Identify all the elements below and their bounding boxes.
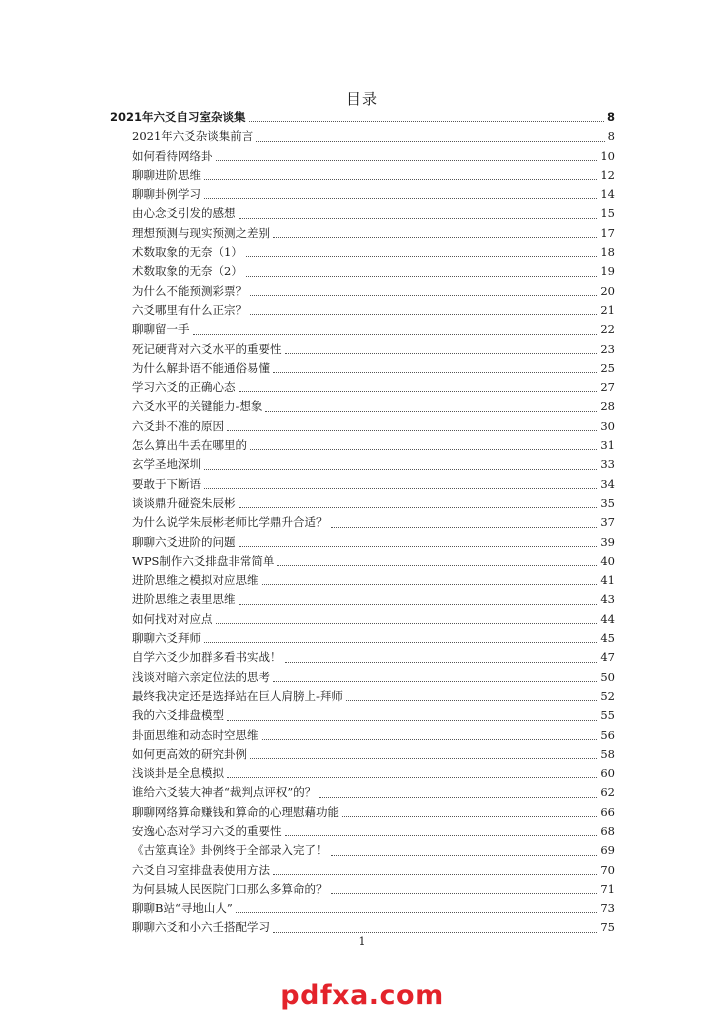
toc-dot-leader bbox=[256, 141, 604, 142]
toc-dot-leader bbox=[216, 623, 598, 624]
toc-entry[interactable] bbox=[110, 533, 615, 552]
table-of-contents bbox=[110, 108, 615, 938]
toc-entry[interactable] bbox=[110, 861, 615, 880]
toc-entry-page: 60 bbox=[600, 766, 615, 781]
toc-entry[interactable] bbox=[110, 783, 615, 802]
toc-entry-page: 70 bbox=[600, 862, 615, 877]
toc-entry-page: 22 bbox=[600, 322, 615, 337]
toc-entry[interactable] bbox=[110, 301, 615, 320]
toc-entry-title: 聊聊B站“寻地山人” bbox=[132, 901, 233, 916]
toc-entry[interactable] bbox=[110, 320, 615, 339]
toc-dot-leader bbox=[193, 334, 598, 335]
toc-entry-page: 23 bbox=[600, 341, 615, 356]
toc-entry-title: 聊聊六爻拜师 bbox=[132, 631, 201, 646]
toc-entry[interactable] bbox=[110, 359, 615, 378]
toc-dot-leader bbox=[239, 507, 598, 508]
toc-entry[interactable] bbox=[110, 764, 615, 783]
toc-entry[interactable] bbox=[110, 417, 615, 436]
toc-dot-leader bbox=[204, 488, 597, 489]
toc-entry-title: 2021年六爻杂谈集前言 bbox=[132, 129, 254, 144]
toc-dot-leader bbox=[227, 430, 597, 431]
toc-dot-leader bbox=[250, 449, 597, 450]
toc-dot-leader bbox=[250, 758, 597, 759]
toc-entry-page: 17 bbox=[600, 225, 615, 240]
toc-entry[interactable] bbox=[110, 262, 615, 281]
toc-entry-page: 37 bbox=[600, 515, 615, 530]
toc-dot-leader bbox=[246, 276, 598, 277]
toc-entry-page: 35 bbox=[600, 495, 615, 510]
toc-dot-leader bbox=[331, 855, 598, 856]
toc-entry-page: 20 bbox=[600, 283, 615, 298]
toc-entry[interactable] bbox=[110, 282, 615, 301]
toc-entry-title: 进阶思维之模拟对应思维 bbox=[132, 573, 259, 588]
toc-entry-page: 25 bbox=[600, 360, 615, 375]
toc-dot-leader bbox=[262, 739, 598, 740]
toc-entry[interactable] bbox=[110, 687, 615, 706]
toc-entry-page: 27 bbox=[600, 380, 615, 395]
toc-entry[interactable] bbox=[110, 224, 615, 243]
toc-entry[interactable] bbox=[110, 899, 615, 918]
toc-entry[interactable] bbox=[110, 822, 615, 841]
toc-entry-title: 聊聊六爻和小六壬搭配学习 bbox=[132, 920, 270, 935]
toc-entry-title: 卦面思维和动态时空思维 bbox=[132, 727, 259, 742]
toc-entry-title: WPS制作六爻排盘非常简单 bbox=[132, 553, 275, 568]
toc-entry-title: 聊聊进阶思维 bbox=[132, 167, 201, 182]
toc-entry-title: 进阶思维之表里思维 bbox=[132, 592, 236, 607]
page-number: 1 bbox=[358, 935, 366, 948]
toc-entry-page: 43 bbox=[600, 592, 615, 607]
toc-entry-page: 56 bbox=[600, 727, 615, 742]
toc-entry[interactable] bbox=[110, 590, 615, 609]
toc-entry-page: 58 bbox=[600, 746, 615, 761]
toc-entry-page: 33 bbox=[600, 457, 615, 472]
toc-entry[interactable] bbox=[110, 726, 615, 745]
toc-entry-page: 8 bbox=[606, 110, 615, 124]
toc-entry-title: 死记硬背对六爻水平的重要性 bbox=[132, 341, 282, 356]
toc-entry[interactable] bbox=[110, 475, 615, 494]
toc-entry[interactable] bbox=[110, 378, 615, 397]
toc-entry-title: 聊聊留一手 bbox=[132, 322, 190, 337]
toc-entry-title: 为何县城人民医院门口那么多算命的？ bbox=[132, 881, 328, 896]
toc-entry-title: 《古筮真诠》卦例终于全部录入完了！ bbox=[132, 843, 328, 858]
toc-entry-title: 谁给六爻装大神者“裁判点评权”的？ bbox=[132, 785, 317, 800]
toc-entry[interactable] bbox=[110, 204, 615, 223]
toc-dot-leader bbox=[239, 546, 598, 547]
toc-entry[interactable] bbox=[110, 706, 615, 725]
toc-dot-leader bbox=[204, 198, 597, 199]
toc-dot-leader bbox=[204, 469, 597, 470]
toc-entry[interactable] bbox=[110, 147, 615, 166]
toc-entry-page: 71 bbox=[600, 881, 615, 896]
toc-dot-leader bbox=[285, 835, 598, 836]
toc-dot-leader bbox=[216, 160, 598, 161]
toc-entry-page: 55 bbox=[600, 708, 615, 723]
toc-dot-leader bbox=[204, 179, 597, 180]
toc-entry[interactable] bbox=[110, 803, 615, 822]
toc-entry-title: 为什么不能预测彩票？ bbox=[132, 283, 247, 298]
toc-entry-title: 安逸心态对学习六爻的重要性 bbox=[132, 823, 282, 838]
toc-dot-leader bbox=[265, 411, 597, 412]
toc-entry-title: 术数取象的无奈（1） bbox=[132, 245, 243, 260]
toc-dot-leader bbox=[331, 893, 598, 894]
toc-entry-page: 18 bbox=[600, 245, 615, 260]
toc-entry-title: 六爻哪里有什么正宗？ bbox=[132, 302, 247, 317]
toc-entry-title: 六爻自习室排盘表使用方法 bbox=[132, 862, 270, 877]
toc-entry-title: 由心念爻引发的感想 bbox=[132, 206, 236, 221]
toc-entry-title: 术数取象的无奈（2） bbox=[132, 264, 243, 279]
toc-entry[interactable] bbox=[110, 571, 615, 590]
toc-entry[interactable] bbox=[110, 668, 615, 687]
toc-entry-page: 52 bbox=[600, 688, 615, 703]
toc-dot-leader bbox=[319, 797, 597, 798]
toc-dot-leader bbox=[342, 816, 597, 817]
toc-entry-title: 要敢于下断语 bbox=[132, 476, 201, 491]
toc-dot-leader bbox=[204, 642, 597, 643]
toc-entry-title: 玄学圣地深圳 bbox=[132, 457, 201, 472]
toc-dot-leader bbox=[227, 720, 597, 721]
toc-entry-page: 12 bbox=[600, 167, 615, 182]
toc-entry[interactable] bbox=[110, 552, 615, 571]
toc-entry-title: 自学六爻少加群多看书实战！ bbox=[132, 650, 282, 665]
toc-entry-title: 2021年六爻自习室杂谈集 bbox=[110, 110, 246, 124]
toc-dot-leader bbox=[236, 912, 598, 913]
toc-entry-page: 41 bbox=[600, 573, 615, 588]
toc-dot-leader bbox=[250, 295, 597, 296]
toc-entry[interactable] bbox=[110, 880, 615, 899]
toc-entry-title: 聊聊六爻进阶的问题 bbox=[132, 534, 236, 549]
toc-entry-page: 30 bbox=[600, 418, 615, 433]
toc-entry-page: 31 bbox=[600, 438, 615, 453]
toc-entry-page: 62 bbox=[600, 785, 615, 800]
toc-entry-page: 34 bbox=[600, 476, 615, 491]
toc-entry[interactable] bbox=[110, 494, 615, 513]
toc-entry-page: 44 bbox=[600, 611, 615, 626]
toc-entry-title: 为什么说学朱辰彬老师比学鼎升合适？ bbox=[132, 515, 328, 530]
toc-entry-title: 为什么解卦语不能通俗易懂 bbox=[132, 360, 270, 375]
toc-entry-page: 19 bbox=[600, 264, 615, 279]
toc-dot-leader bbox=[273, 874, 597, 875]
toc-title: 目录 bbox=[345, 90, 378, 108]
toc-entry[interactable] bbox=[110, 745, 615, 764]
toc-entry-page: 66 bbox=[600, 804, 615, 819]
toc-entry[interactable] bbox=[110, 455, 615, 474]
toc-entry-page: 47 bbox=[600, 650, 615, 665]
toc-dot-leader bbox=[273, 932, 597, 933]
toc-entry[interactable] bbox=[110, 340, 615, 359]
watermark-text: pdfxa.com bbox=[280, 980, 444, 1011]
toc-dot-leader bbox=[346, 700, 597, 701]
toc-entry-page: 14 bbox=[600, 187, 615, 202]
toc-dot-leader bbox=[273, 681, 597, 682]
toc-dot-leader bbox=[273, 237, 597, 238]
toc-entry-page: 75 bbox=[600, 920, 615, 935]
toc-entry-title: 浅谈卦是全息模拟 bbox=[132, 766, 224, 781]
toc-entry-title: 如何看待网络卦 bbox=[132, 148, 213, 163]
toc-entry-page: 45 bbox=[600, 631, 615, 646]
toc-entry-title: 怎么算出牛丢在哪里的 bbox=[132, 438, 247, 453]
toc-dot-leader bbox=[285, 662, 598, 663]
toc-entry-page: 15 bbox=[600, 206, 615, 221]
toc-entry-page: 39 bbox=[600, 534, 615, 549]
toc-entry-title: 学习六爻的正确心态 bbox=[132, 380, 236, 395]
toc-entry-title: 六爻卦不准的原因 bbox=[132, 418, 224, 433]
toc-entry[interactable] bbox=[110, 166, 615, 185]
toc-entry-title: 聊聊网络算命赚钱和算命的心理慰藉功能 bbox=[132, 804, 339, 819]
toc-entry-title: 如何更高效的研究卦例 bbox=[132, 746, 247, 761]
toc-entry-title: 最终我决定还是选择站在巨人肩膀上-拜师 bbox=[132, 688, 343, 703]
toc-dot-leader bbox=[249, 121, 604, 122]
toc-entry-title: 如何找对对应点 bbox=[132, 611, 213, 626]
toc-entry[interactable] bbox=[110, 436, 615, 455]
toc-entry-page: 10 bbox=[600, 148, 615, 163]
toc-entry[interactable] bbox=[110, 513, 615, 532]
toc-entry-title: 聊聊卦例学习 bbox=[132, 187, 201, 202]
toc-chapter-entry[interactable] bbox=[110, 108, 615, 127]
toc-dot-leader bbox=[239, 604, 598, 605]
toc-dot-leader bbox=[331, 527, 598, 528]
toc-entry[interactable] bbox=[110, 841, 615, 860]
toc-dot-leader bbox=[277, 565, 597, 566]
toc-dot-leader bbox=[239, 391, 598, 392]
toc-entry-title: 六爻水平的关键能力-想象 bbox=[132, 399, 263, 414]
toc-entry-page: 21 bbox=[600, 302, 615, 317]
toc-entry-page: 50 bbox=[600, 669, 615, 684]
toc-entry[interactable] bbox=[110, 648, 615, 667]
toc-dot-leader bbox=[250, 314, 597, 315]
toc-entry[interactable] bbox=[110, 127, 615, 146]
toc-dot-leader bbox=[262, 584, 598, 585]
toc-entry-title: 我的六爻排盘模型 bbox=[132, 708, 224, 723]
toc-entry[interactable] bbox=[110, 243, 615, 262]
toc-dot-leader bbox=[285, 353, 598, 354]
toc-entry-page: 73 bbox=[600, 901, 615, 916]
toc-dot-leader bbox=[227, 777, 597, 778]
toc-entry[interactable] bbox=[110, 397, 615, 416]
toc-entry[interactable] bbox=[110, 185, 615, 204]
toc-entry[interactable] bbox=[110, 629, 615, 648]
toc-dot-leader bbox=[246, 256, 598, 257]
toc-dot-leader bbox=[273, 372, 597, 373]
toc-entry-page: 68 bbox=[600, 823, 615, 838]
toc-entry-title: 理想预测与现实预测之差别 bbox=[132, 225, 270, 240]
toc-entry-page: 28 bbox=[600, 399, 615, 414]
toc-entry[interactable] bbox=[110, 610, 615, 629]
toc-dot-leader bbox=[239, 218, 598, 219]
toc-entry-page: 40 bbox=[600, 553, 615, 568]
toc-entry-title: 谈谈鼎升碰瓷朱辰彬 bbox=[132, 495, 236, 510]
toc-entry-page: 8 bbox=[607, 129, 615, 144]
toc-entry-title: 浅谈对暗六亲定位法的思考 bbox=[132, 669, 270, 684]
toc-entry-page: 69 bbox=[600, 843, 615, 858]
